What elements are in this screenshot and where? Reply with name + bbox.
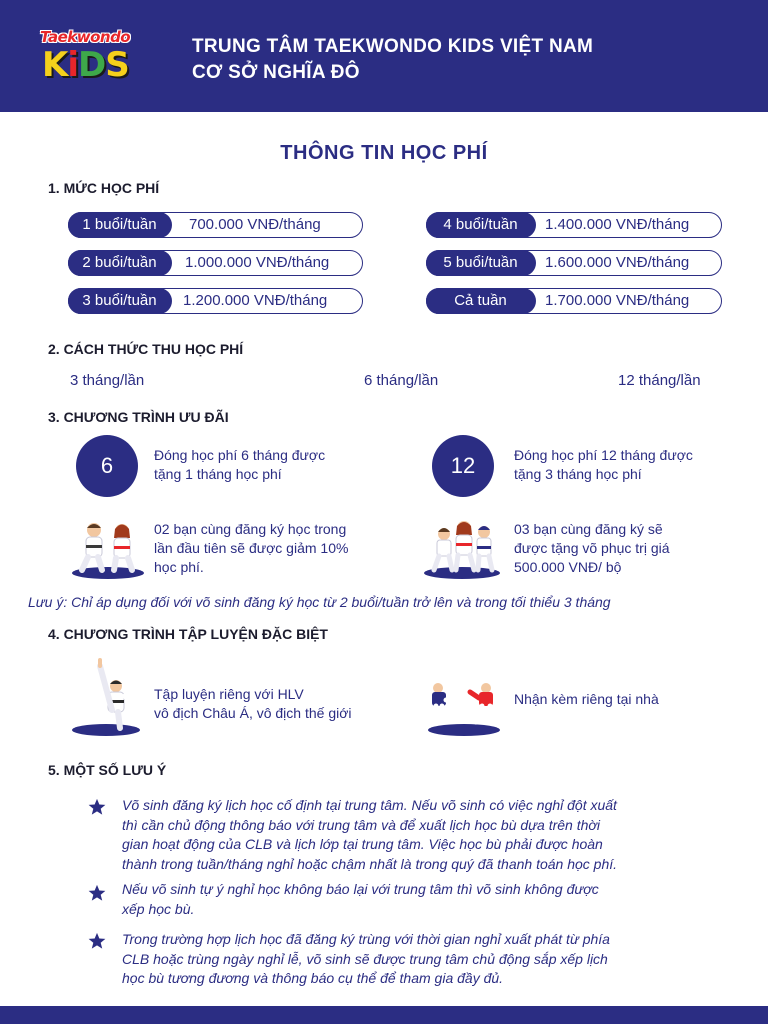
fee-frequency-pill: 5 buổi/tuần — [426, 250, 536, 276]
text-line: Nếu võ sinh tự ý nghỉ học không báo lại với trung tâm thì võ sinh không được — [122, 881, 599, 897]
fee-frequency-pill: 4 buổi/tuần — [426, 212, 536, 238]
star-bullet-icon — [88, 798, 106, 816]
text-line: học bù tương đương và thông báo cụ thể để tham gia đầy đủ. — [122, 970, 504, 986]
text-line: thành trong tuần/tháng nghỉ hoặc chậm nhất là trong quý đã thanh toán học phí. — [122, 855, 618, 872]
section-heading-promotions: 3. CHƯƠNG TRÌNH ƯU ĐÃI — [48, 409, 229, 425]
note-text — [122, 930, 742, 989]
fee-price: 1.600.000 VNĐ/tháng — [545, 254, 690, 271]
text-line: 500.000 VNĐ/ bộ — [514, 559, 622, 575]
text-line: Đóng học phí 12 tháng được — [514, 447, 693, 463]
header-banner — [0, 0, 768, 112]
section-heading-fees: 1. MỨC HỌC PHÍ — [48, 180, 160, 196]
fee-row — [68, 212, 363, 238]
text-line: 03 bạn cùng đăng ký sẽ — [514, 521, 663, 537]
section-heading-special-training: 4. CHƯƠNG TRÌNH TẬP LUYỆN ĐẶC BIỆT — [48, 626, 328, 642]
fee-price: 700.000 VNĐ/tháng — [189, 216, 321, 233]
center-name — [192, 34, 593, 86]
section-heading-collection: 2. CÁCH THỨC THU HỌC PHÍ — [48, 341, 244, 357]
payment-option: 3 tháng/lần — [70, 372, 145, 389]
promo-six-badge: 6 — [76, 435, 138, 497]
page-title: THÔNG TIN HỌC PHÍ — [280, 142, 488, 164]
text-line: Trong trường hợp lịch học đã đăng ký trùng với thời gian nghỉ xuất phát từ phía — [122, 931, 610, 947]
fee-frequency-pill: 3 buổi/tuần — [68, 288, 172, 314]
fee-row — [426, 288, 722, 314]
sparring-illustration — [424, 676, 502, 738]
taekwondo-kids-logo[interactable] — [40, 28, 144, 88]
section-heading-notes: 5. MỘT SỐ LƯU Ý — [48, 762, 167, 778]
private-coach-text — [154, 685, 352, 723]
text-line: tặng 1 tháng học phí — [154, 466, 282, 482]
promo-trio-text — [514, 520, 670, 577]
promo-twelve-text — [514, 446, 693, 484]
fee-row — [68, 288, 363, 314]
star-bullet-icon — [88, 932, 106, 950]
home-coaching-text: Nhận kèm riêng tại nhà — [514, 691, 659, 707]
promo-six-text — [154, 446, 325, 484]
logo-letter: i — [67, 45, 79, 85]
footer-bar — [0, 1006, 768, 1024]
fee-price: 1.400.000 VNĐ/tháng — [545, 216, 690, 233]
fee-price: 1.200.000 VNĐ/tháng — [183, 292, 328, 309]
text-line: Võ sinh đăng ký lịch học cố định tại trung tâm. Nếu võ sinh có việc nghỉ đột xuất — [122, 797, 617, 813]
text-line: tặng 3 tháng học phí — [514, 466, 642, 482]
text-line: xếp học bù. — [122, 900, 195, 917]
note-text — [122, 880, 742, 919]
note-text — [122, 796, 742, 874]
text-line: CLB hoặc trùng ngày nghỉ lễ, võ sinh sẽ được trung tâm chủ động sắp xếp lịch — [122, 950, 608, 967]
fee-price: 1.700.000 VNĐ/tháng — [545, 292, 690, 309]
star-bullet-icon — [88, 884, 106, 902]
two-students-illustration — [70, 518, 146, 580]
center-name-line2: CƠ SỞ NGHĨA ĐÔ — [192, 62, 360, 83]
fee-frequency-pill: Cả tuần — [426, 288, 536, 314]
fee-row — [426, 250, 722, 276]
fee-price: 1.000.000 VNĐ/tháng — [185, 254, 330, 271]
payment-option: 6 tháng/lần — [364, 372, 439, 389]
text-line: vô địch Châu Á, vô địch thế giới — [154, 705, 352, 721]
text-line: Đóng học phí 6 tháng được — [154, 447, 326, 463]
promo-pair-text — [154, 520, 348, 577]
fee-row — [426, 212, 722, 238]
center-name-line1: TRUNG TÂM TAEKWONDO KIDS VIỆT NAM — [192, 36, 594, 57]
promo-twelve-badge: 12 — [432, 435, 494, 497]
fee-row — [68, 250, 363, 276]
three-students-illustration — [422, 518, 502, 580]
logo-wordmark-top: Taekwondo — [40, 28, 131, 46]
text-line: gian hoạt động của CLB và lịch lớp tại trung tâm. Việc học bù phải được hoàn — [122, 836, 603, 852]
fee-frequency-pill: 1 buổi/tuần — [68, 212, 172, 238]
high-kick-illustration — [70, 656, 142, 738]
text-line: thì cần chủ động thông báo với trung tâm và để xuất lịch học bù dựa trên thời — [122, 816, 600, 833]
logo-wordmark-bottom — [42, 46, 129, 84]
text-line: lần đầu tiên sẽ được giảm 10% — [154, 540, 349, 556]
text-line: được tặng võ phục trị giá — [514, 540, 670, 556]
fee-frequency-pill: 2 buổi/tuần — [68, 250, 172, 276]
payment-option: 12 tháng/lần — [618, 372, 701, 389]
logo-letter: D — [78, 45, 106, 85]
logo-letter: S — [105, 45, 129, 85]
logo-letter: K — [42, 45, 68, 85]
text-line: 02 bạn cùng đăng ký học trong — [154, 521, 347, 537]
text-line: Tập luyện riêng với HLV — [154, 686, 304, 702]
text-line: học phí. — [154, 559, 204, 575]
promo-note: Lưu ý: Chỉ áp dụng đối với võ sinh đăng ký học từ 2 buổi/tuần trở lên và trong tối thiểu 3 tháng — [28, 594, 611, 610]
